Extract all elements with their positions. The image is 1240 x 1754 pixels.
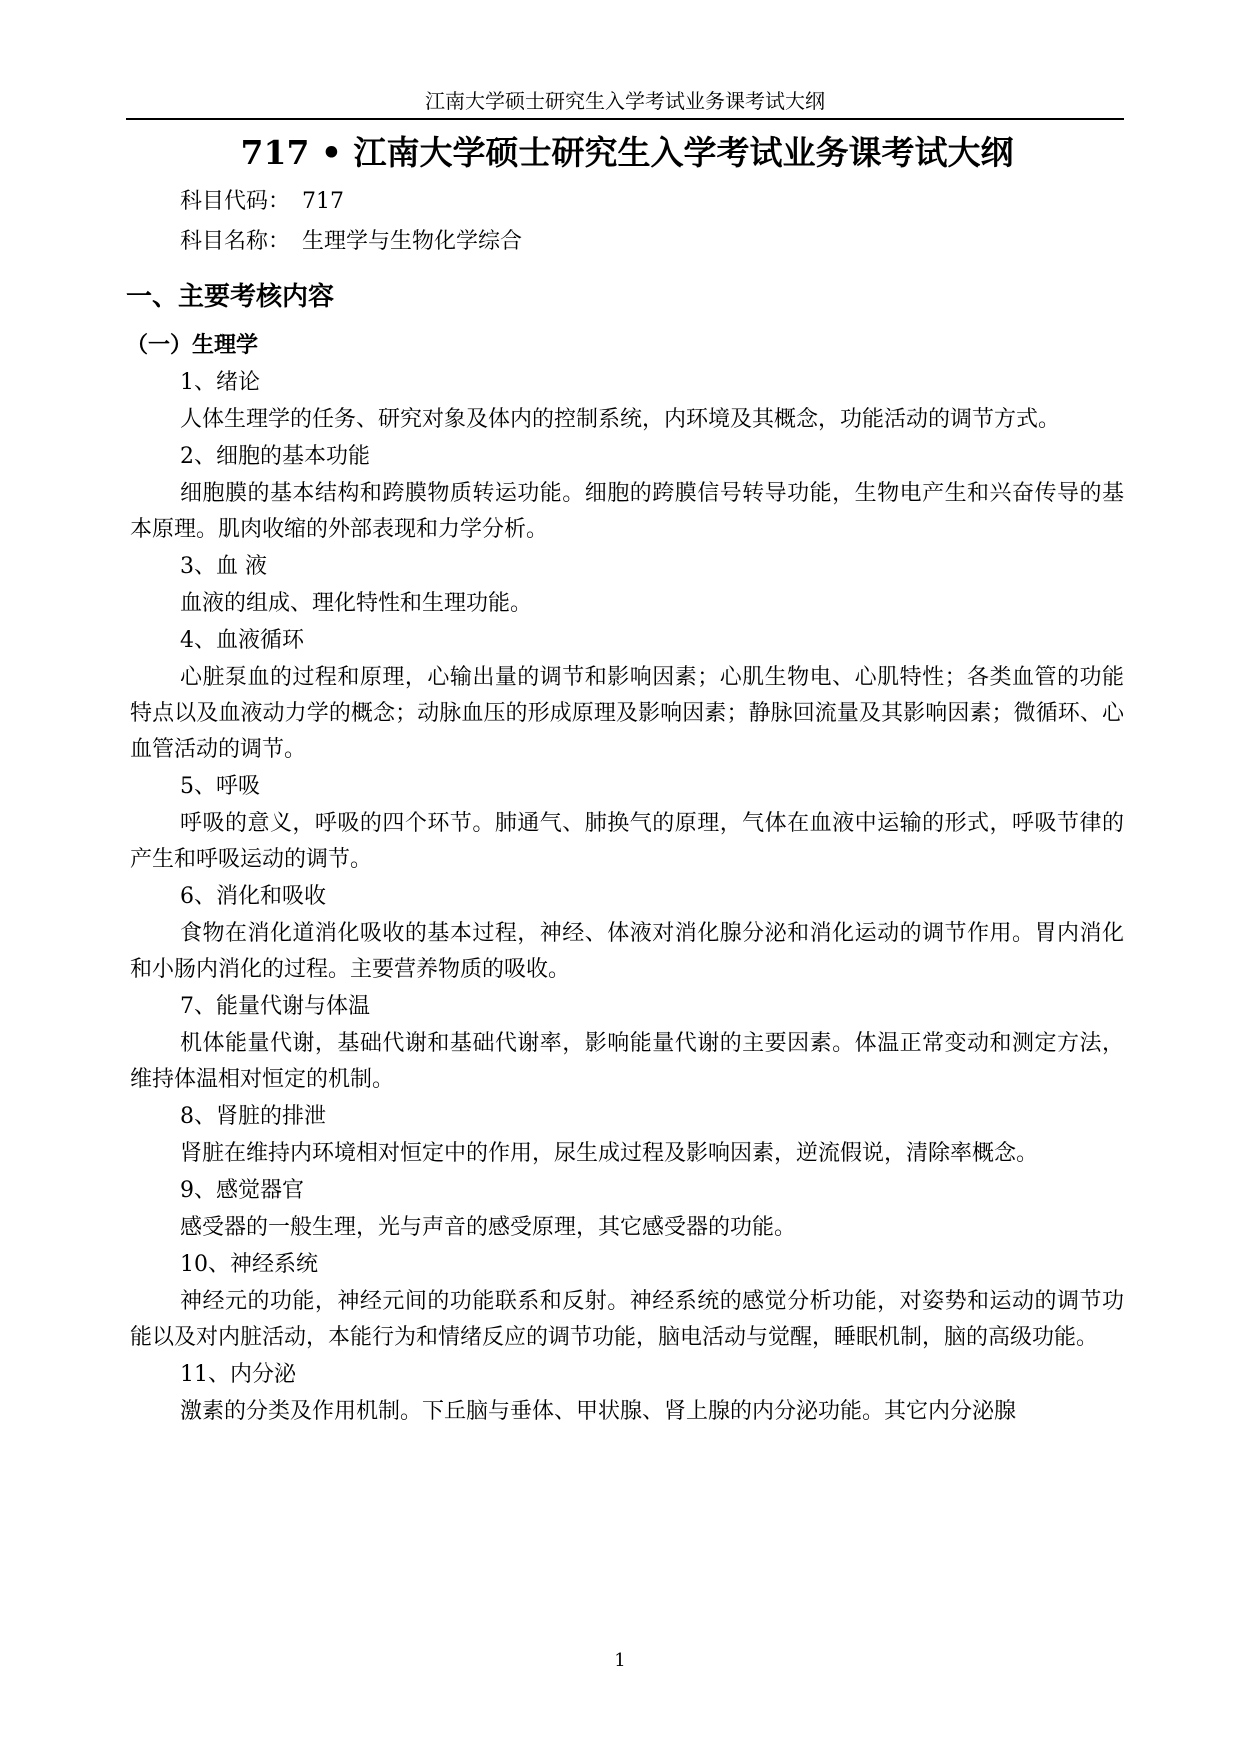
topic-title: 3、血 液 xyxy=(180,554,267,579)
subject-code-value: 717 xyxy=(302,189,345,214)
topic-body: 人体生理学的任务、研究对象及体内的控制系统，内环境及其概念，功能活动的调节方式。 xyxy=(180,407,1061,432)
topic-body: 心脏泵血的过程和原理，心输出量的调节和影响因素；心肌生物电、心肌特性；各类血管的功能特点以及血液动力学的概念；动脉血压的形成原理及影响因素；静脉回流量及其影响因素；微循环、心血管活动的调节。 xyxy=(130,665,1124,762)
section-heading-main-content: 一、主要考核内容 xyxy=(126,282,335,312)
topic-body: 细胞膜的基本结构和跨膜物质转运功能。细胞的跨膜信号转导功能，生物电产生和兴奋传导的基本原理。肌肉收缩的外部表现和力学分析。 xyxy=(130,481,1124,542)
topic-title: 5、呼吸 xyxy=(180,774,260,799)
topic-body: 感受器的一般生理，光与声音的感受原理，其它感受器的功能。 xyxy=(180,1215,797,1240)
topic-title: 7、能量代谢与体温 xyxy=(180,994,370,1019)
topic-title: 2、细胞的基本功能 xyxy=(180,444,370,469)
topic-respiration xyxy=(130,768,1124,878)
topic-body: 机体能量代谢，基础代谢和基础代谢率，影响能量代谢的主要因素。体温正常变动和测定方法，维持体温相对恒定的机制。 xyxy=(130,1031,1124,1092)
topic-title: 9、感觉器官 xyxy=(180,1178,304,1203)
topic-title: 4、血液循环 xyxy=(180,628,304,653)
page-number: 1 xyxy=(614,1650,626,1671)
topic-cell-basic-functions xyxy=(130,438,1124,548)
topic-body: 神经元的功能，神经元间的功能联系和反射。神经系统的感觉分析功能，对姿势和运动的调节功能以及对内脏活动，本能行为和情绪反应的调节功能，脑电活动与觉醒，睡眠机制，脑的高级功能。 xyxy=(130,1289,1124,1350)
running-header: 江南大学硕士研究生入学考试业务课考试大纲 xyxy=(425,89,825,113)
subject-name-line xyxy=(130,222,1124,262)
topic-introduction xyxy=(130,364,1124,438)
topic-title: 11、内分泌 xyxy=(180,1362,296,1387)
topic-renal-excretion xyxy=(130,1098,1124,1172)
subject-code-line xyxy=(130,182,1124,222)
topic-blood xyxy=(130,548,1124,622)
topic-title: 10、神经系统 xyxy=(180,1252,318,1277)
topic-title: 8、肾脏的排泄 xyxy=(180,1104,326,1129)
page-content xyxy=(126,126,1124,1430)
topic-body: 激素的分类及作用机制。下丘脑与垂体、甲状腺、肾上腺的内分泌功能。其它内分泌腺 xyxy=(180,1399,1017,1424)
subsection-heading-physiology: （一）生理学 xyxy=(126,332,259,358)
topic-body: 食物在消化道消化吸收的基本过程，神经、体液对消化腺分泌和消化运动的调节作用。胃内消化和小肠内消化的过程。主要营养物质的吸收。 xyxy=(130,921,1124,982)
topic-energy-metabolism xyxy=(130,988,1124,1098)
topic-title: 6、消化和吸收 xyxy=(180,884,326,909)
topic-endocrine xyxy=(130,1356,1124,1430)
topic-sensory-organs xyxy=(130,1172,1124,1246)
topic-digestion-absorption xyxy=(130,878,1124,988)
subject-name-label: 科目名称： xyxy=(180,229,291,254)
subject-code-label: 科目代码： xyxy=(180,189,291,214)
topic-body: 呼吸的意义，呼吸的四个环节。肺通气、肺换气的原理，气体在血液中运输的形式，呼吸节律的产生和呼吸运动的调节。 xyxy=(130,811,1124,872)
topic-blood-circulation xyxy=(130,622,1124,768)
topic-body: 血液的组成、理化特性和生理功能。 xyxy=(180,591,533,616)
topic-body: 肾脏在维持内环境相对恒定中的作用，尿生成过程及影响因素，逆流假说，清除率概念。 xyxy=(180,1141,1039,1166)
topic-nervous-system xyxy=(130,1246,1124,1356)
header-rule xyxy=(126,118,1124,120)
document-title: 717 • 江南大学硕士研究生入学考试业务课考试大纲 xyxy=(240,133,1014,172)
subject-name-value: 生理学与生物化学综合 xyxy=(302,229,523,254)
topic-title: 1、绪论 xyxy=(180,370,260,395)
